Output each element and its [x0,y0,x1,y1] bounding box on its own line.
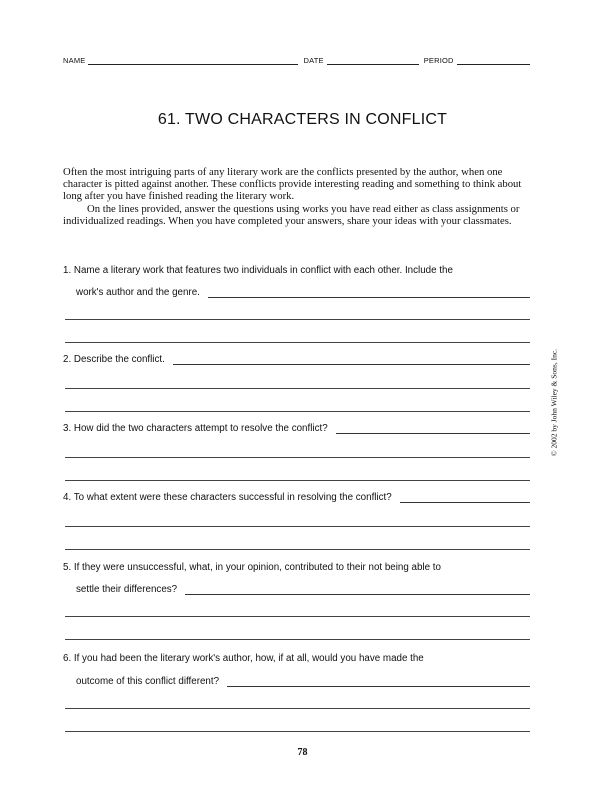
answer-line[interactable] [65,708,530,709]
date-label: DATE [303,56,324,65]
page-number: 78 [297,747,308,758]
answer-line[interactable] [65,457,530,458]
question-2-text: 2. Describe the conflict. [63,354,165,365]
answer-line[interactable] [65,731,530,732]
answer-line[interactable] [65,549,530,550]
answer-line[interactable] [336,422,530,434]
question-5-text-2: settle their differences? [76,584,178,595]
answer-line[interactable] [65,480,530,481]
student-info-header [63,55,530,65]
intro-paragraph-1: Often the most intriguing parts of any literary work are the conflicts presented by the author, when one character is pitted against another. These conflicts provide interesting reading and something to think about long after you have finished reading the literary work. [63,166,522,203]
answer-line[interactable] [400,491,530,503]
question-3-text: 3. How did the two characters attempt to resolve the conflict? [63,423,328,434]
answer-line[interactable] [185,583,530,595]
answer-line[interactable] [65,616,530,617]
question-6 [63,652,530,664]
answer-line[interactable] [65,388,530,389]
question-3 [63,422,530,434]
answer-line[interactable] [65,411,530,412]
question-1-continued [63,286,530,298]
question-6-text: 6. If you had been the literary work's author, how, if at all, would you have made the [63,653,424,664]
question-5-continued [63,583,530,595]
period-blank[interactable] [457,55,530,65]
answer-line[interactable] [65,526,530,527]
answer-line[interactable] [65,319,530,320]
question-5-text: 5. If they were unsuccessful, what, in your opinion, contributed to their not being able to [63,562,441,573]
intro-paragraph-2: On the lines provided, answer the questions using works you have read either as class assignments or individualized readings. When you have completed your answers, share your ideas with your classmates. [63,202,520,227]
question-5 [63,561,530,573]
answer-line[interactable] [208,286,530,298]
answer-line[interactable] [65,639,530,640]
date-blank[interactable] [327,55,419,65]
answer-line[interactable] [227,675,530,687]
name-blank[interactable] [88,55,298,65]
copyright-notice: © 2002 by John Wiley & Sons, Inc. [549,348,559,457]
question-1-text: 1. Name a literary work that features two individuals in conflict with each other. Include the [63,265,453,276]
intro-text [63,166,533,227]
page-title: 61. TWO CHARACTERS IN CONFLICT [157,111,448,128]
question-1-text-2: work's author and the genre. [76,287,200,298]
period-label: PERIOD [423,56,454,65]
question-1 [63,264,530,276]
question-6-continued [63,675,530,687]
name-label: NAME [63,56,86,65]
answer-line[interactable] [173,353,530,365]
question-6-text-2: outcome of this conflict different? [76,676,220,687]
question-2 [63,353,530,365]
question-4-text: 4. To what extent were these characters successful in resolving the conflict? [63,492,392,503]
question-4 [63,491,530,503]
answer-line[interactable] [65,342,530,343]
